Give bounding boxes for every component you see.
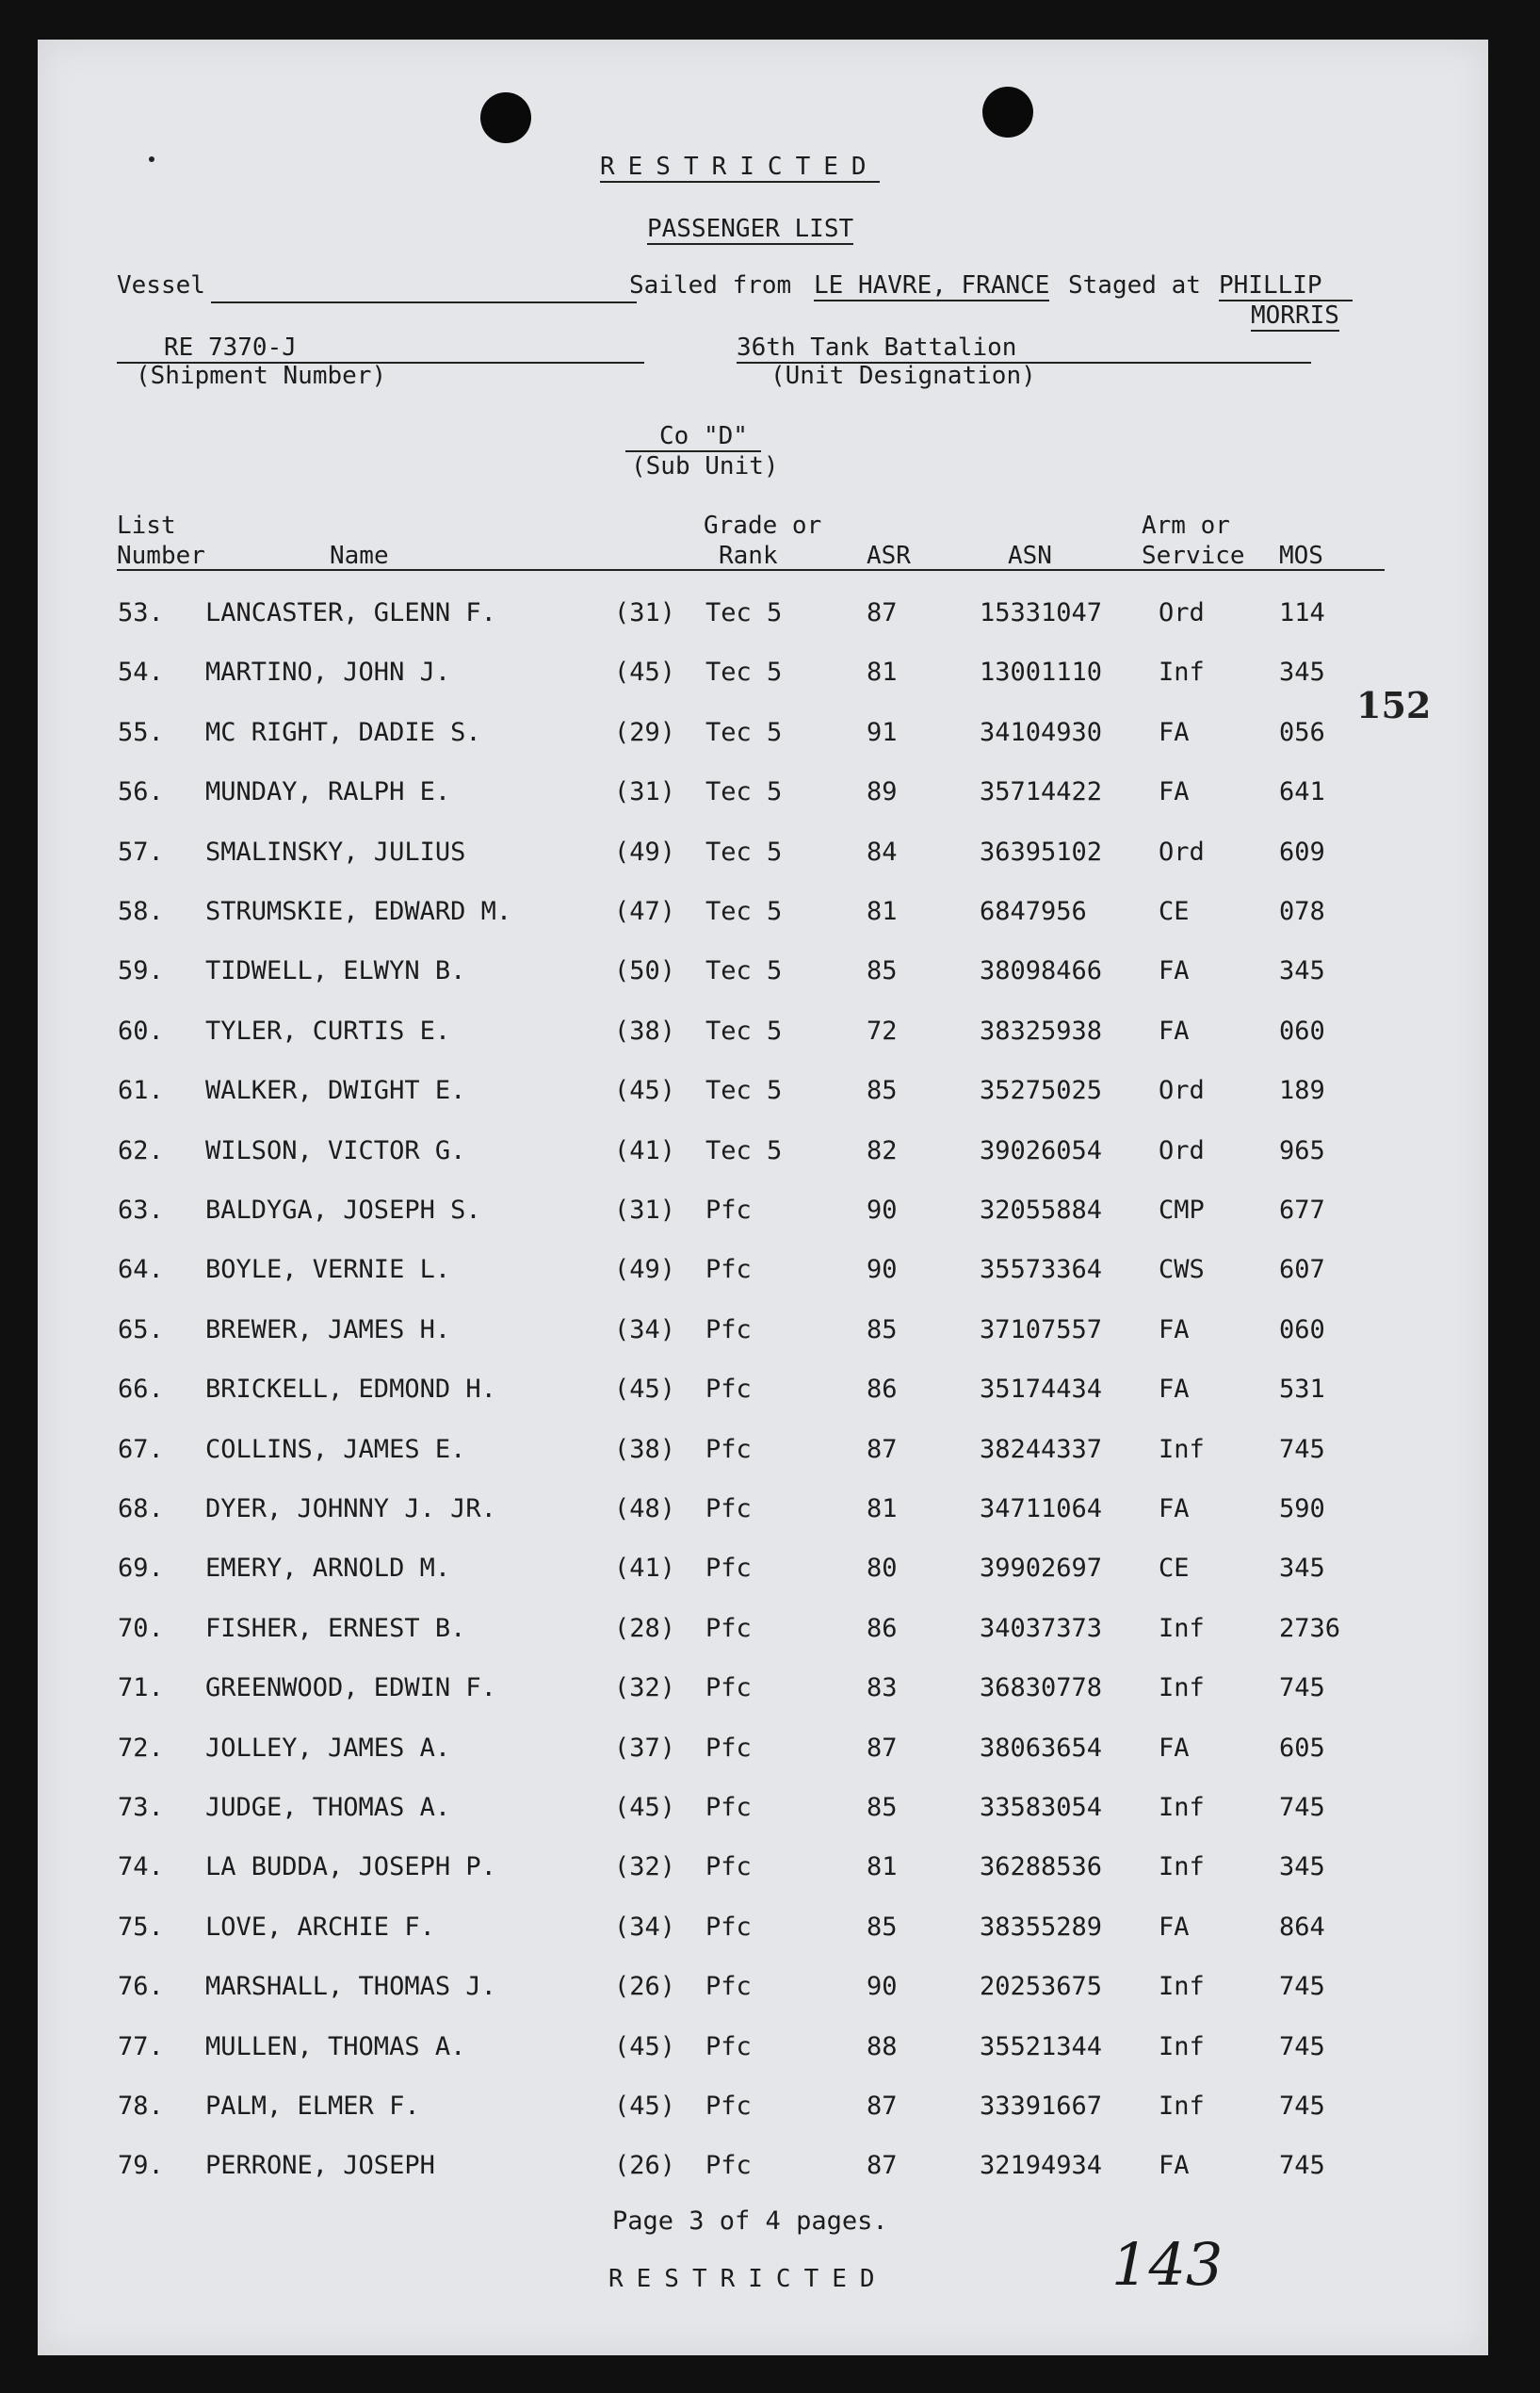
cell-num: 67. bbox=[118, 1434, 164, 1464]
punch-hole-right bbox=[982, 87, 1033, 138]
cell-arm: FA bbox=[1159, 1375, 1190, 1405]
cell-num: 62. bbox=[118, 1135, 164, 1165]
speck bbox=[149, 156, 154, 162]
cell-asr: 87 bbox=[867, 2092, 898, 2121]
cell-asr: 72 bbox=[867, 1016, 898, 1046]
cell-name: WILSON, VICTOR G. bbox=[205, 1135, 466, 1165]
cell-arm: Ord bbox=[1159, 1135, 1205, 1165]
cell-asn: 35573364 bbox=[980, 1255, 1103, 1285]
col-asr: ASR bbox=[867, 542, 911, 570]
sub-unit-caption: (Sub Unit) bbox=[631, 452, 779, 480]
col-grade bbox=[704, 511, 821, 571]
cell-age: (32) bbox=[614, 1673, 676, 1703]
cell-name: WALKER, DWIGHT E. bbox=[205, 1076, 466, 1106]
cell-mos: 965 bbox=[1279, 1135, 1325, 1165]
cell-arm: Inf bbox=[1159, 1673, 1205, 1703]
cell-asr: 87 bbox=[867, 1733, 898, 1763]
cell-asn: 20253675 bbox=[980, 1972, 1103, 2002]
cell-grade: Pfc bbox=[705, 1972, 752, 2002]
cell-asn: 37107557 bbox=[980, 1314, 1103, 1344]
stamped-page-number: 152 bbox=[1356, 684, 1432, 726]
cell-age: (29) bbox=[614, 717, 676, 747]
cell-asr: 81 bbox=[867, 897, 898, 926]
table-row bbox=[38, 2151, 1488, 2189]
cell-age: (26) bbox=[614, 1972, 676, 2002]
cell-name: DYER, JOHNNY J. JR. bbox=[205, 1494, 496, 1523]
cell-age: (26) bbox=[614, 2151, 676, 2181]
cell-num: 58. bbox=[118, 897, 164, 926]
cell-arm: CWS bbox=[1159, 1255, 1205, 1285]
col-arm-service bbox=[1142, 511, 1245, 571]
cell-arm: Inf bbox=[1159, 1972, 1205, 2002]
cell-mos: 864 bbox=[1279, 1912, 1325, 1942]
cell-asn: 36288536 bbox=[980, 1852, 1103, 1882]
unit-designation-caption: (Unit Designation) bbox=[770, 362, 1036, 390]
cell-num: 63. bbox=[118, 1196, 164, 1225]
cell-grade: Pfc bbox=[705, 2031, 752, 2061]
cell-mos: 641 bbox=[1279, 777, 1325, 807]
shipment-number-value: RE 7370-J bbox=[164, 334, 297, 362]
cell-arm: Inf bbox=[1159, 2092, 1205, 2121]
cell-arm: Ord bbox=[1159, 1076, 1205, 1106]
cell-arm: FA bbox=[1159, 1494, 1190, 1523]
cell-age: (28) bbox=[614, 1613, 676, 1643]
cell-asn: 38098466 bbox=[980, 956, 1103, 986]
cell-asn: 35521344 bbox=[980, 2031, 1103, 2061]
col-grade-label: Grade or bbox=[704, 512, 822, 540]
cell-age: (31) bbox=[614, 598, 676, 627]
cell-mos: 056 bbox=[1279, 717, 1325, 747]
cell-asr: 81 bbox=[867, 658, 898, 688]
staged-label: Staged at bbox=[1068, 271, 1201, 300]
cell-arm: FA bbox=[1159, 956, 1190, 986]
cell-age: (48) bbox=[614, 1494, 676, 1523]
cell-mos: 345 bbox=[1279, 1554, 1325, 1584]
table-row bbox=[38, 1435, 1488, 1473]
cell-grade: Tec 5 bbox=[705, 658, 783, 688]
cell-arm: CE bbox=[1159, 897, 1190, 926]
cell-grade: Pfc bbox=[705, 1613, 752, 1643]
unit-designation-value: 36th Tank Battalion bbox=[737, 334, 1017, 362]
cell-num: 57. bbox=[118, 837, 164, 867]
cell-num: 54. bbox=[118, 658, 164, 688]
cell-asr: 81 bbox=[867, 1852, 898, 1882]
table-row bbox=[38, 1554, 1488, 1591]
cell-asn: 6847956 bbox=[980, 897, 1087, 926]
cell-grade: Pfc bbox=[705, 1793, 752, 1822]
cell-mos: 345 bbox=[1279, 1852, 1325, 1882]
sailed-from-value: LE HAVRE, FRANCE bbox=[814, 271, 1050, 300]
cell-age: (47) bbox=[614, 897, 676, 926]
cell-asr: 89 bbox=[867, 777, 898, 807]
cell-asr: 88 bbox=[867, 2031, 898, 2061]
cell-mos: 060 bbox=[1279, 1016, 1325, 1046]
cell-asr: 87 bbox=[867, 1434, 898, 1464]
cell-name: MARTINO, JOHN J. bbox=[205, 658, 451, 688]
classification-top: RESTRICTED bbox=[600, 153, 880, 181]
header-underline bbox=[117, 569, 1385, 571]
cell-num: 66. bbox=[118, 1375, 164, 1405]
cell-mos: 745 bbox=[1279, 1793, 1325, 1822]
cell-asr: 80 bbox=[867, 1554, 898, 1584]
cell-mos: 060 bbox=[1279, 1314, 1325, 1344]
cell-grade: Tec 5 bbox=[705, 897, 783, 926]
cell-asn: 35275025 bbox=[980, 1076, 1103, 1106]
cell-asr: 85 bbox=[867, 1912, 898, 1942]
document-page bbox=[38, 40, 1488, 2355]
cell-arm: FA bbox=[1159, 777, 1190, 807]
cell-asn: 15331047 bbox=[980, 598, 1103, 627]
cell-asn: 34037373 bbox=[980, 1613, 1103, 1643]
cell-grade: Pfc bbox=[705, 2092, 752, 2121]
table-row bbox=[38, 897, 1488, 935]
cell-mos: 745 bbox=[1279, 1434, 1325, 1464]
cell-arm: CE bbox=[1159, 1554, 1190, 1584]
cell-asn: 38355289 bbox=[980, 1912, 1103, 1942]
cell-asn: 39902697 bbox=[980, 1554, 1103, 1584]
cell-age: (41) bbox=[614, 1554, 676, 1584]
cell-name: GREENWOOD, EDWIN F. bbox=[205, 1673, 496, 1703]
cell-age: (50) bbox=[614, 956, 676, 986]
cell-name: TYLER, CURTIS E. bbox=[205, 1016, 451, 1046]
col-arm-label: Arm or bbox=[1142, 512, 1230, 540]
cell-num: 71. bbox=[118, 1673, 164, 1703]
table-row bbox=[38, 658, 1488, 695]
cell-name: STRUMSKIE, EDWARD M. bbox=[205, 897, 512, 926]
cell-age: (45) bbox=[614, 1375, 676, 1405]
cell-mos: 745 bbox=[1279, 2151, 1325, 2181]
cell-grade: Tec 5 bbox=[705, 717, 783, 747]
cell-age: (45) bbox=[614, 2092, 676, 2121]
cell-num: 78. bbox=[118, 2092, 164, 2121]
cell-arm: Inf bbox=[1159, 1852, 1205, 1882]
cell-name: TIDWELL, ELWYN B. bbox=[205, 956, 466, 986]
table-row bbox=[38, 1315, 1488, 1353]
cell-age: (31) bbox=[614, 1196, 676, 1225]
cell-asn: 35174434 bbox=[980, 1375, 1103, 1405]
punch-hole-left bbox=[480, 92, 531, 143]
cell-mos: 2736 bbox=[1279, 1613, 1341, 1643]
cell-grade: Pfc bbox=[705, 1434, 752, 1464]
table-row bbox=[38, 1494, 1488, 1532]
cell-num: 69. bbox=[118, 1554, 164, 1584]
table-row bbox=[38, 1852, 1488, 1890]
col-mos: MOS bbox=[1279, 542, 1323, 570]
cell-grade: Pfc bbox=[705, 1494, 752, 1523]
table-row bbox=[38, 1255, 1488, 1293]
cell-grade: Tec 5 bbox=[705, 777, 783, 807]
cell-asn: 34104930 bbox=[980, 717, 1103, 747]
vessel-blank-line bbox=[211, 301, 637, 303]
cell-mos: 745 bbox=[1279, 2092, 1325, 2121]
cell-asr: 85 bbox=[867, 1076, 898, 1106]
cell-age: (45) bbox=[614, 2031, 676, 2061]
cell-grade: Pfc bbox=[705, 1255, 752, 1285]
cell-num: 61. bbox=[118, 1076, 164, 1106]
cell-asr: 85 bbox=[867, 956, 898, 986]
cell-mos: 745 bbox=[1279, 1972, 1325, 2002]
cell-num: 55. bbox=[118, 717, 164, 747]
table-row bbox=[38, 2092, 1488, 2129]
cell-name: LANCASTER, GLENN F. bbox=[205, 598, 496, 627]
cell-age: (34) bbox=[614, 1912, 676, 1942]
cell-asr: 84 bbox=[867, 837, 898, 867]
cell-num: 74. bbox=[118, 1852, 164, 1882]
cell-grade: Tec 5 bbox=[705, 1076, 783, 1106]
table-row bbox=[38, 598, 1488, 636]
cell-num: 73. bbox=[118, 1793, 164, 1822]
cell-mos: 605 bbox=[1279, 1733, 1325, 1763]
cell-num: 65. bbox=[118, 1314, 164, 1344]
cell-grade: Pfc bbox=[705, 1912, 752, 1942]
cell-asr: 85 bbox=[867, 1314, 898, 1344]
cell-age: (34) bbox=[614, 1314, 676, 1344]
table-row bbox=[38, 838, 1488, 875]
cell-asr: 83 bbox=[867, 1673, 898, 1703]
cell-asn: 33391667 bbox=[980, 2092, 1103, 2121]
cell-asr: 90 bbox=[867, 1255, 898, 1285]
table-row bbox=[38, 1793, 1488, 1831]
cell-mos: 531 bbox=[1279, 1375, 1325, 1405]
cell-grade: Pfc bbox=[705, 1673, 752, 1703]
table-row bbox=[38, 1375, 1488, 1412]
cell-num: 79. bbox=[118, 2151, 164, 2181]
table-row bbox=[38, 1136, 1488, 1174]
cell-name: SMALINSKY, JULIUS bbox=[205, 837, 466, 867]
cell-arm: Ord bbox=[1159, 837, 1205, 867]
cell-age: (31) bbox=[614, 777, 676, 807]
cell-arm: Inf bbox=[1159, 1613, 1205, 1643]
col-number-label: Number bbox=[117, 542, 205, 570]
cell-arm: CMP bbox=[1159, 1196, 1205, 1225]
cell-arm: Inf bbox=[1159, 658, 1205, 688]
cell-num: 77. bbox=[118, 2031, 164, 2061]
col-rank-label: Rank bbox=[719, 542, 778, 570]
cell-age: (41) bbox=[614, 1135, 676, 1165]
table-row bbox=[38, 1196, 1488, 1233]
cell-mos: 345 bbox=[1279, 956, 1325, 986]
cell-asn: 38244337 bbox=[980, 1434, 1103, 1464]
cell-asn: 38063654 bbox=[980, 1733, 1103, 1763]
cell-arm: FA bbox=[1159, 1016, 1190, 1046]
cell-name: LA BUDDA, JOSEPH P. bbox=[205, 1852, 496, 1882]
table-row bbox=[38, 2032, 1488, 2070]
col-service-label: Service bbox=[1142, 542, 1245, 570]
cell-mos: 745 bbox=[1279, 1673, 1325, 1703]
cell-grade: Pfc bbox=[705, 1375, 752, 1405]
cell-grade: Pfc bbox=[705, 1196, 752, 1225]
table-row bbox=[38, 956, 1488, 994]
cell-arm: Inf bbox=[1159, 2031, 1205, 2061]
cell-grade: Pfc bbox=[705, 1314, 752, 1344]
cell-name: COLLINS, JAMES E. bbox=[205, 1434, 466, 1464]
cell-asn: 36830778 bbox=[980, 1673, 1103, 1703]
cell-asn: 39026054 bbox=[980, 1135, 1103, 1165]
cell-num: 59. bbox=[118, 956, 164, 986]
cell-asn: 13001110 bbox=[980, 658, 1103, 688]
cell-mos: 590 bbox=[1279, 1494, 1325, 1523]
cell-grade: Pfc bbox=[705, 1733, 752, 1763]
cell-asr: 86 bbox=[867, 1613, 898, 1643]
cell-name: MC RIGHT, DADIE S. bbox=[205, 717, 481, 747]
cell-asr: 90 bbox=[867, 1196, 898, 1225]
cell-asr: 91 bbox=[867, 717, 898, 747]
cell-arm: FA bbox=[1159, 1912, 1190, 1942]
cell-arm: Inf bbox=[1159, 1434, 1205, 1464]
cell-asn: 33583054 bbox=[980, 1793, 1103, 1822]
cell-asr: 81 bbox=[867, 1494, 898, 1523]
cell-name: JUDGE, THOMAS A. bbox=[205, 1793, 451, 1822]
cell-grade: Pfc bbox=[705, 2151, 752, 2181]
cell-asn: 32055884 bbox=[980, 1196, 1103, 1225]
cell-num: 64. bbox=[118, 1255, 164, 1285]
cell-num: 72. bbox=[118, 1733, 164, 1763]
cell-name: MARSHALL, THOMAS J. bbox=[205, 1972, 496, 2002]
cell-name: JOLLEY, JAMES A. bbox=[205, 1733, 451, 1763]
cell-asn: 35714422 bbox=[980, 777, 1103, 807]
handwritten-number: 143 bbox=[1111, 2230, 1224, 2299]
cell-asn: 36395102 bbox=[980, 837, 1103, 867]
cell-name: MUNDAY, RALPH E. bbox=[205, 777, 451, 807]
cell-name: PALM, ELMER F. bbox=[205, 2092, 420, 2121]
cell-mos: 189 bbox=[1279, 1076, 1325, 1106]
table-row bbox=[38, 1614, 1488, 1652]
cell-age: (49) bbox=[614, 837, 676, 867]
cell-age: (45) bbox=[614, 658, 676, 688]
cell-mos: 745 bbox=[1279, 2031, 1325, 2061]
cell-asn: 34711064 bbox=[980, 1494, 1103, 1523]
cell-grade: Tec 5 bbox=[705, 1016, 783, 1046]
cell-age: (32) bbox=[614, 1852, 676, 1882]
cell-age: (49) bbox=[614, 1255, 676, 1285]
cell-name: BALDYGA, JOSEPH S. bbox=[205, 1196, 481, 1225]
table-row bbox=[38, 1673, 1488, 1711]
classification-bottom: RESTRICTED bbox=[608, 2265, 888, 2293]
table-row bbox=[38, 718, 1488, 756]
cell-num: 70. bbox=[118, 1613, 164, 1643]
cell-asn: 32194934 bbox=[980, 2151, 1103, 2181]
cell-name: MULLEN, THOMAS A. bbox=[205, 2031, 466, 2061]
cell-arm: FA bbox=[1159, 1314, 1190, 1344]
cell-age: (45) bbox=[614, 1076, 676, 1106]
staged-at-value-1: PHILLIP bbox=[1219, 271, 1353, 301]
cell-arm: Ord bbox=[1159, 598, 1205, 627]
cell-mos: 609 bbox=[1279, 837, 1325, 867]
vessel-label: Vessel bbox=[117, 271, 205, 300]
col-list-number bbox=[117, 511, 205, 571]
cell-grade: Pfc bbox=[705, 1554, 752, 1584]
cell-mos: 345 bbox=[1279, 658, 1325, 688]
cell-name: BRICKELL, EDMOND H. bbox=[205, 1375, 496, 1405]
cell-arm: Inf bbox=[1159, 1793, 1205, 1822]
cell-grade: Tec 5 bbox=[705, 956, 783, 986]
cell-asr: 85 bbox=[867, 1793, 898, 1822]
cell-num: 75. bbox=[118, 1912, 164, 1942]
cell-num: 76. bbox=[118, 1972, 164, 2002]
cell-age: (38) bbox=[614, 1016, 676, 1046]
cell-grade: Tec 5 bbox=[705, 598, 783, 627]
cell-num: 60. bbox=[118, 1016, 164, 1046]
cell-mos: 607 bbox=[1279, 1255, 1325, 1285]
cell-asr: 87 bbox=[867, 2151, 898, 2181]
table-row bbox=[38, 1913, 1488, 1950]
cell-mos: 114 bbox=[1279, 598, 1325, 627]
cell-name: EMERY, ARNOLD M. bbox=[205, 1554, 451, 1584]
cell-name: BREWER, JAMES H. bbox=[205, 1314, 451, 1344]
cell-grade: Tec 5 bbox=[705, 837, 783, 867]
cell-arm: FA bbox=[1159, 717, 1190, 747]
sailed-label: Sailed from bbox=[629, 271, 792, 300]
col-asn: ASN bbox=[1008, 542, 1052, 570]
cell-mos: 078 bbox=[1279, 897, 1325, 926]
table-row bbox=[38, 1076, 1488, 1114]
cell-grade: Pfc bbox=[705, 1852, 752, 1882]
cell-name: BOYLE, VERNIE L. bbox=[205, 1255, 451, 1285]
cell-arm: FA bbox=[1159, 1733, 1190, 1763]
table-row bbox=[38, 1734, 1488, 1771]
cell-asr: 82 bbox=[867, 1135, 898, 1165]
staged-at-value-2: MORRIS bbox=[1251, 301, 1339, 330]
cell-arm: FA bbox=[1159, 2151, 1190, 2181]
document-title: PASSENGER LIST bbox=[647, 215, 854, 243]
cell-mos: 677 bbox=[1279, 1196, 1325, 1225]
cell-age: (38) bbox=[614, 1434, 676, 1464]
cell-asr: 87 bbox=[867, 598, 898, 627]
table-row bbox=[38, 1972, 1488, 2010]
cell-asr: 86 bbox=[867, 1375, 898, 1405]
cell-asr: 90 bbox=[867, 1972, 898, 2002]
cell-grade: Tec 5 bbox=[705, 1135, 783, 1165]
cell-age: (45) bbox=[614, 1793, 676, 1822]
cell-name: PERRONE, JOSEPH bbox=[205, 2151, 435, 2181]
cell-age: (37) bbox=[614, 1733, 676, 1763]
page-indicator: Page 3 of 4 pages. bbox=[612, 2206, 888, 2236]
table-row bbox=[38, 777, 1488, 815]
cell-name: LOVE, ARCHIE F. bbox=[205, 1912, 435, 1942]
col-name: Name bbox=[330, 542, 389, 570]
cell-name: FISHER, ERNEST B. bbox=[205, 1613, 466, 1643]
table-row bbox=[38, 1017, 1488, 1054]
cell-num: 56. bbox=[118, 777, 164, 807]
shipment-caption: (Shipment Number) bbox=[136, 362, 387, 390]
sub-unit-value: Co "D" bbox=[625, 422, 761, 452]
cell-num: 68. bbox=[118, 1494, 164, 1523]
cell-num: 53. bbox=[118, 598, 164, 627]
col-list-label: List bbox=[117, 512, 176, 540]
cell-asn: 38325938 bbox=[980, 1016, 1103, 1046]
